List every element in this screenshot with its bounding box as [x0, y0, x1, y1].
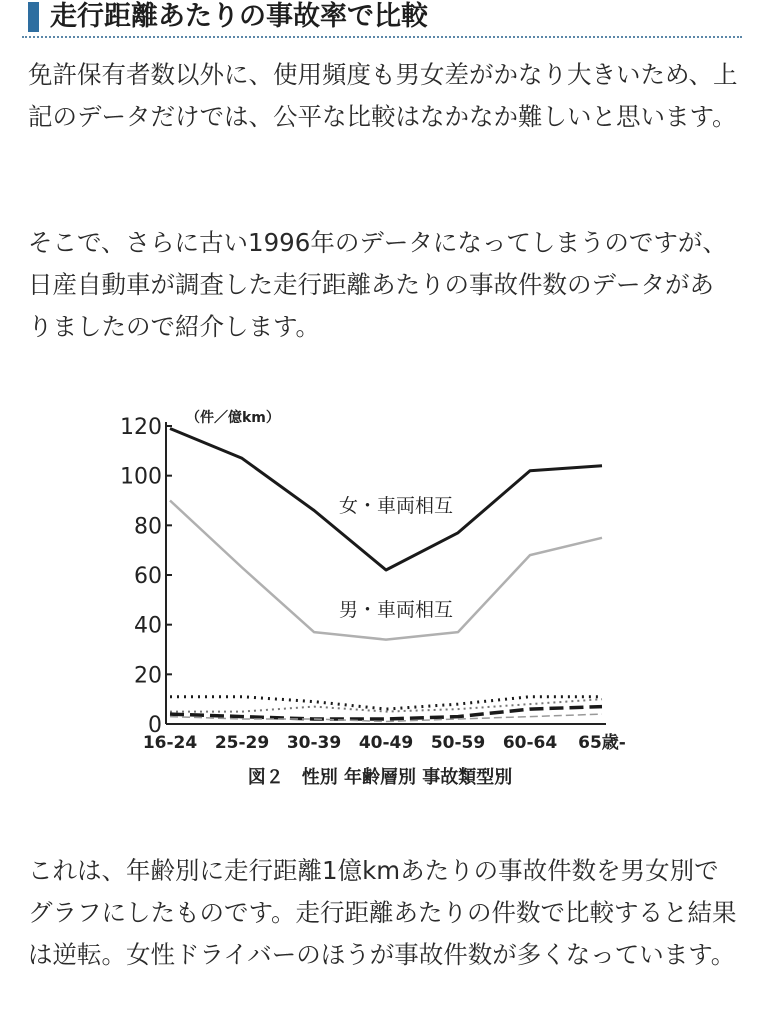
series-annotation-0: 女・車両相互	[338, 495, 454, 517]
x-tick-label: 25-29	[214, 733, 270, 753]
heading-title: 走行距離あたりの事故率で比較	[50, 1, 428, 32]
y-tick-label: 20	[134, 663, 162, 689]
figure-caption: 図２ 性別 年齢層別 事故類型別	[247, 767, 513, 788]
paragraph-explanation: これは、年齢別に走行距離1億kmあたりの事故件数を男女別でグラフにしたものです。走行距離あたりの件数で比較すると結果は逆転。女性ドライバーのほうが事故件数が多くなっています。	[28, 856, 737, 969]
chart-labels	[186, 409, 512, 788]
accident-rate-chart	[120, 396, 630, 796]
y-tick-label: 80	[134, 514, 162, 540]
section-heading	[22, 0, 742, 38]
x-tick-label: 40-49	[358, 733, 414, 753]
series-annotation-1: 男・車両相互	[338, 599, 454, 621]
chart-axes	[120, 415, 626, 753]
x-tick-label: 30-39	[286, 733, 342, 753]
x-tick-label: 16-24	[142, 733, 198, 753]
paragraph-intro: 免許保有者数以外に、使用頻度も男女差がかなり大きいため、上記のデータだけでは、公平な比較はなかなか難しいと思います。	[28, 60, 738, 131]
series-line-4	[170, 707, 602, 719]
y-tick-label: 40	[134, 613, 162, 639]
heading-accent-bar	[28, 2, 39, 32]
chart-series	[170, 428, 602, 721]
x-tick-label: 50-59	[430, 733, 486, 753]
x-tick-label: 60-64	[502, 733, 558, 753]
y-tick-label: 120	[120, 415, 162, 440]
y-tick-label: 60	[134, 564, 162, 589]
x-tick-label: 65歳-	[578, 733, 626, 753]
y-tick-label: 0	[148, 713, 162, 738]
y-tick-label: 100	[120, 464, 162, 490]
y-axis-unit-label: （件／億km）	[186, 410, 280, 426]
paragraph-data-source: そこで、さらに古い1996年のデータになってしまうのですが、日産自動車が調査した走行距離あたりの事故件数のデータがありましたので紹介します。	[28, 228, 727, 341]
